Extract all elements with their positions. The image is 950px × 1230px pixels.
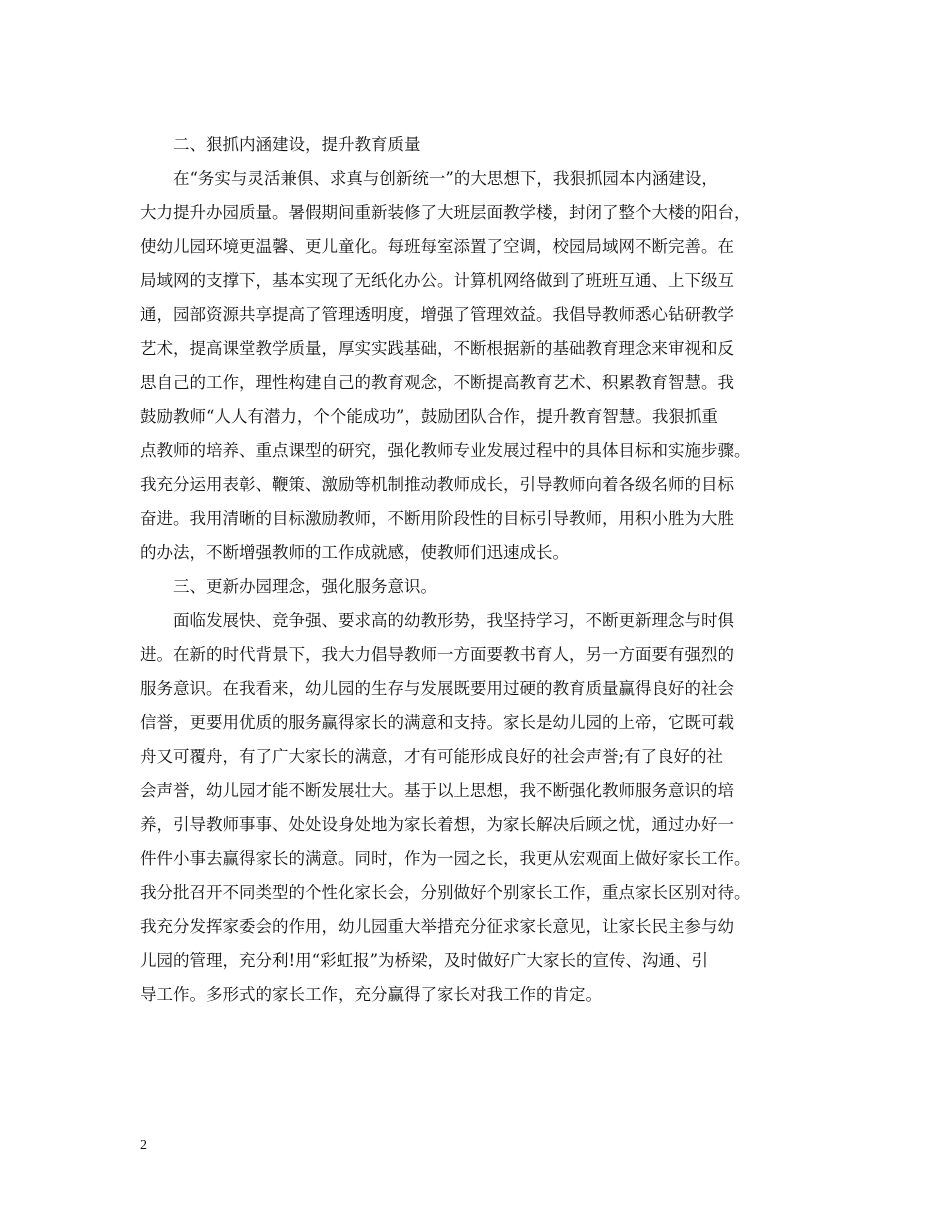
body-line: 点教师的培养、重点课型的研究，强化教师专业发展过程中的具体目标和实施步骤。	[140, 441, 751, 460]
body-line: 通，园部资源共享提高了管理透明度，增强了管理效益。我倡导教师悉心钻研教学	[140, 305, 734, 324]
body-line: 儿园的管理，充分利!用“彩虹报”为桥梁，及时做好广大家长的宣传、沟通、引	[140, 951, 709, 970]
body-line: 在“务实与灵活兼俱、求真与创新统一”的大思想下，我狠抓园本内涵建设，	[140, 169, 718, 188]
body-line: 件件小事去赢得家长的满意。同时，作为一园之长，我更从宏观面上做好家长工作。	[140, 849, 751, 868]
body-line: 大力提升办园质量。暑假期间重新装修了大班层面教学楼，封闭了整个大楼的阳台，	[140, 203, 751, 222]
body-line: 服务意识。在我看来，幼儿园的生存与发展既要用过硬的教育质量赢得良好的社会	[140, 679, 734, 698]
body-line: 我充分发挥家委会的作用，幼儿园重大举措充分征求家长意见，让家长民主参与幼	[140, 917, 734, 936]
body-line: 鼓励教师“人人有潜力，个个能成功”，鼓励团队合作，提升教育智慧。我狠抓重	[140, 407, 718, 426]
page-number: 2	[140, 1138, 147, 1153]
body-line: 思自己的工作，理性构建自己的教育观念，不断提高教育艺术、积累教育智慧。我	[140, 373, 734, 392]
body-line: 局域网的支撑下，基本实现了无纸化办公。计算机网络做到了班班互通、上下级互	[140, 271, 734, 290]
body-line: 我分批召开不同类型的个性化家长会，分别做好个别家长工作，重点家长区别对待。	[140, 883, 751, 902]
section-heading-3: 三、更新办园理念，强化服务意识。	[140, 577, 437, 596]
body-line: 的办法，不断增强教师的工作成就感，使教师们迅速成长。	[140, 543, 569, 562]
body-line: 导工作。多形式的家长工作，充分赢得了家长对我工作的肯定。	[140, 985, 602, 1004]
body-line: 奋进。我用清晰的目标激励教师，不断用阶段性的目标引导教师，用积小胜为大胜	[140, 509, 734, 528]
body-line: 进。在新的时代背景下，我大力倡导教师一方面要教书育人，另一方面要有强烈的	[140, 645, 734, 664]
document-body	[140, 128, 830, 1012]
body-line: 艺术，提高课堂教学质量，厚实实践基础，不断根据新的基础教育理念来审视和反	[140, 339, 734, 358]
body-line: 信誉，更要用优质的服务赢得家长的满意和支持。家长是幼儿园的上帝，它既可载	[140, 713, 734, 732]
body-line: 我充分运用表彰、鞭策、激励等机制推动教师成长，引导教师向着各级名师的目标	[140, 475, 734, 494]
section-heading-2: 二、狠抓内涵建设，提升教育质量	[140, 135, 421, 154]
body-line: 舟又可覆舟，有了广大家长的满意，才有可能形成良好的社会声誉;有了良好的社	[140, 747, 724, 766]
body-line: 会声誉，幼儿园才能不断发展壮大。基于以上思想，我不断强化教师服务意识的培	[140, 781, 734, 800]
body-line: 面临发展快、竞争强、要求高的幼教形势，我坚持学习，不断更新理念与时俱	[140, 611, 734, 630]
body-line: 使幼儿园环境更温馨、更儿童化。每班每室添置了空调，校园局域网不断完善。在	[140, 237, 734, 256]
body-line: 养，引导教师事事、处处设身处地为家长着想，为家长解决后顾之忧，通过办好一	[140, 815, 734, 834]
